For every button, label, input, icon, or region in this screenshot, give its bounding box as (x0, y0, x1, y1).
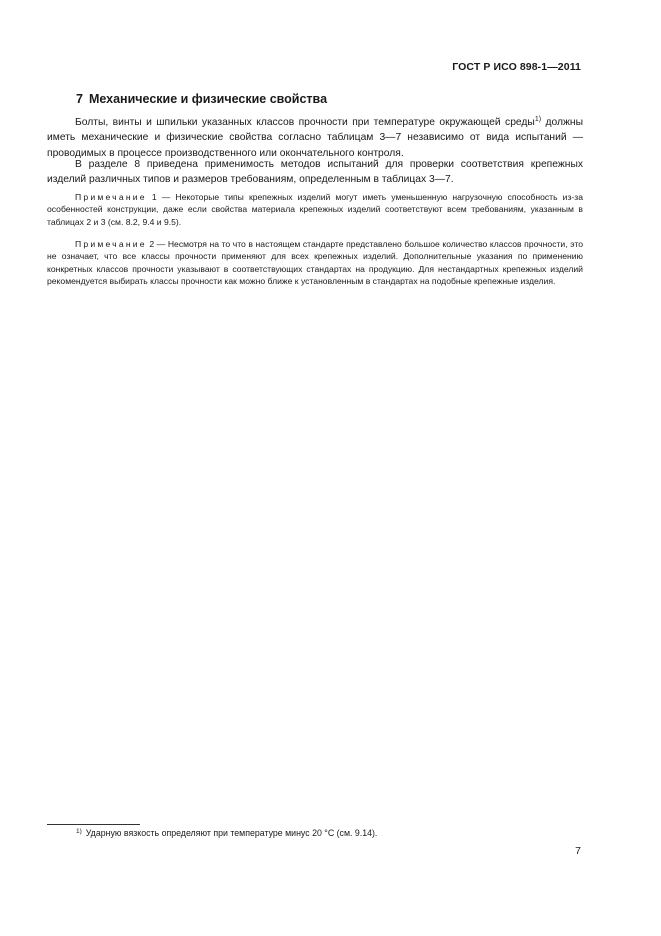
footnote-reference: 1) (534, 116, 542, 123)
footnote-mark: 1) (76, 828, 82, 835)
note-2-number: 2 (149, 239, 155, 249)
footnote (76, 827, 377, 839)
document-identifier: ГОСТ Р ИСО 898-1—2011 (452, 61, 581, 73)
section-number: 7 (76, 92, 83, 106)
note-1-label: Примечание (75, 192, 147, 202)
note-2-text: — Несмотря на то что в настоящем стандарте представлено большое количество классов прочности, это не означает, что все классы прочности применяют для всех крепежных изделий. Дополнительные указания по применению конкретных классов прочности указывают в соответствующих стандартах на продукцию. Для нестандартных крепежных изделий рекомендуется выбирать классы прочности как можно ближе к установленным в стандартах на подобные крепежные изделия. (47, 239, 583, 286)
body-paragraph-2 (47, 157, 583, 188)
note-2 (47, 238, 583, 287)
note-1-number: 1 (151, 192, 157, 202)
note-2-label: Примечание (75, 239, 147, 249)
footnote-text: Ударную вязкость определяют при температуре минус 20 °С (см. 9.14). (85, 828, 378, 838)
section-title-text: Механические и физические свойства (88, 92, 328, 106)
body-paragraph-1 (47, 115, 583, 161)
note-1-text: — Некоторые типы крепежных изделий могут иметь уменьшенную нагрузочную способность из-за особенностей конструкции, даже если свойства материала крепежных изделий соответствуют всем требованиям, указанным в таблицах 2 и 3 (см. 8.2, 9.4 и 9.5). (47, 192, 583, 227)
note-1 (47, 191, 583, 228)
footnote-divider (47, 824, 140, 825)
page-number: 7 (575, 845, 581, 857)
paragraph-2-text: В разделе 8 приведена применимость методов испытаний для проверки соответствия крепежных изделий различных типов и размеров требованиям, определенным в таблицах 3—7. (47, 158, 583, 185)
paragraph-1-text: Болты, винты и шпильки указанных классов прочности при температуре окружающей среды (75, 117, 535, 128)
section-heading (76, 92, 327, 106)
paragraph-1-text-continued: должны иметь механические и физические свойства согласно таблицам 3—7 независимо от вида испытаний — проводимых в процессе производственного или окончательного контроля. (47, 117, 583, 159)
